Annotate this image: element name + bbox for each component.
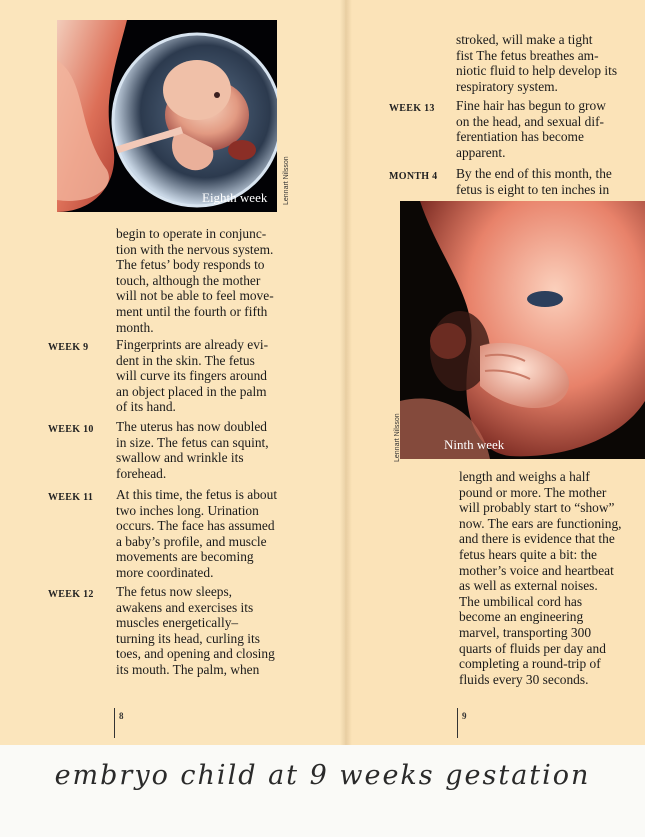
text-line: in size. The fetus can squint,	[116, 434, 269, 450]
week-10-text	[116, 419, 269, 481]
text-line: occurs. The face has assumed	[116, 518, 275, 534]
week-12-label: WEEK 12	[48, 589, 94, 600]
text-line: fluids every 30 seconds.	[459, 671, 589, 687]
text-line: Fine hair has begun to grow	[456, 98, 606, 113]
month-4-label: MONTH 4	[389, 171, 438, 182]
folio-rule	[114, 708, 115, 738]
week-11-label: WEEK 11	[48, 492, 94, 503]
text-line: and there is evidence that the	[459, 531, 615, 547]
fetus-photo-icon	[400, 201, 645, 459]
week-13-label: WEEK 13	[389, 103, 435, 114]
text-line: will not be able to feel move-	[116, 288, 274, 304]
text-line: awakens and exercises its	[116, 599, 254, 615]
week-13-text	[456, 98, 606, 160]
intro-paragraph	[116, 226, 274, 335]
text-line: The fetus’ body responds to	[116, 257, 265, 273]
week-11-text	[116, 487, 277, 581]
continued-paragraph	[456, 32, 617, 94]
photo-credit: Lennart Nilsson	[283, 156, 290, 205]
folio-rule	[457, 708, 458, 738]
page-number-8: 8	[119, 711, 124, 721]
page-gutter	[340, 0, 352, 745]
text-line: tion with the nervous system.	[116, 241, 274, 257]
text-line: dent in the skin. The fetus	[116, 352, 255, 368]
week-10-label: WEEK 10	[48, 424, 94, 435]
text-line: a baby’s profile, and muscle	[116, 533, 267, 549]
text-line: muscles energetically–	[116, 615, 239, 631]
photo-caption-ninth-week: Ninth week	[444, 437, 505, 452]
text-line: toes, and opening and closing	[116, 646, 275, 662]
photo-credit: Lennart Nilsson	[394, 413, 401, 462]
text-line: more coordinated.	[116, 564, 214, 580]
eighth-week-photo	[57, 20, 277, 212]
text-line: of its hand.	[116, 399, 176, 415]
text-line: length and weighs a half	[459, 469, 590, 484]
text-line: respiratory system.	[456, 78, 558, 94]
text-line: pound or more. The mother	[459, 484, 607, 500]
text-line: as well as external noises.	[459, 578, 598, 594]
text-line: mother’s voice and heartbeat	[459, 562, 614, 578]
text-line: become an engineering	[459, 609, 584, 625]
text-line: At this time, the fetus is about	[116, 487, 278, 502]
text-line: will probably start to “show”	[459, 500, 615, 516]
text-line: Fingerprints are already evi-	[116, 337, 269, 352]
embryo-photo-icon	[57, 20, 277, 212]
text-line: movements are becoming	[116, 549, 254, 565]
text-line: stroked, will make a tight	[456, 32, 593, 47]
text-line: apparent.	[456, 144, 506, 160]
text-line: marvel, transporting 300	[459, 624, 592, 640]
text-line: The umbilical cord has	[459, 593, 583, 609]
text-line: fetus hears quite a bit: the	[459, 546, 597, 562]
text-line: an object placed in the palm	[116, 383, 267, 399]
text-line: two inches long. Urination	[116, 502, 259, 518]
text-line: now. The ears are functioning,	[459, 515, 622, 531]
text-line: The fetus now sleeps,	[116, 584, 233, 599]
handwritten-caption: embryo child at 9 weeks gestation	[54, 760, 591, 791]
text-line: month.	[116, 319, 154, 335]
text-line: The uterus has now doubled	[116, 419, 267, 434]
week-12-text	[116, 584, 275, 678]
week-9-label: WEEK 9	[48, 342, 89, 353]
ninth-week-photo	[400, 201, 645, 459]
page-number-9: 9	[462, 711, 467, 721]
text-line: fetus is eight to ten inches in	[456, 181, 610, 197]
text-line: will curve its fingers around	[116, 368, 267, 384]
month-4-text	[456, 166, 612, 197]
text-line: ferentiation has become	[456, 129, 584, 145]
text-line: touch, although the mother	[116, 272, 261, 288]
week-9-text	[116, 337, 268, 415]
text-line: on the head, and sexual dif-	[456, 113, 604, 129]
text-line: By the end of this month, the	[456, 166, 612, 181]
text-line: swallow and wrinkle its	[116, 450, 244, 466]
text-line: fist The fetus breathes am-	[456, 47, 599, 63]
text-line: its mouth. The palm, when	[116, 661, 260, 677]
text-line: ment until the fourth or fifth	[116, 303, 268, 319]
text-line: niotic fluid to help develop its	[456, 63, 618, 79]
text-line: turning its head, curling its	[116, 630, 260, 646]
text-line: begin to operate in conjunc-	[116, 226, 267, 241]
text-line: completing a round-trip of	[459, 656, 601, 672]
text-line: quarts of fluids per day and	[459, 640, 606, 656]
photo-caption-eighth-week: Eighth week	[202, 190, 268, 205]
month-4-continued-text	[459, 469, 622, 687]
text-line: forehead.	[116, 465, 167, 481]
